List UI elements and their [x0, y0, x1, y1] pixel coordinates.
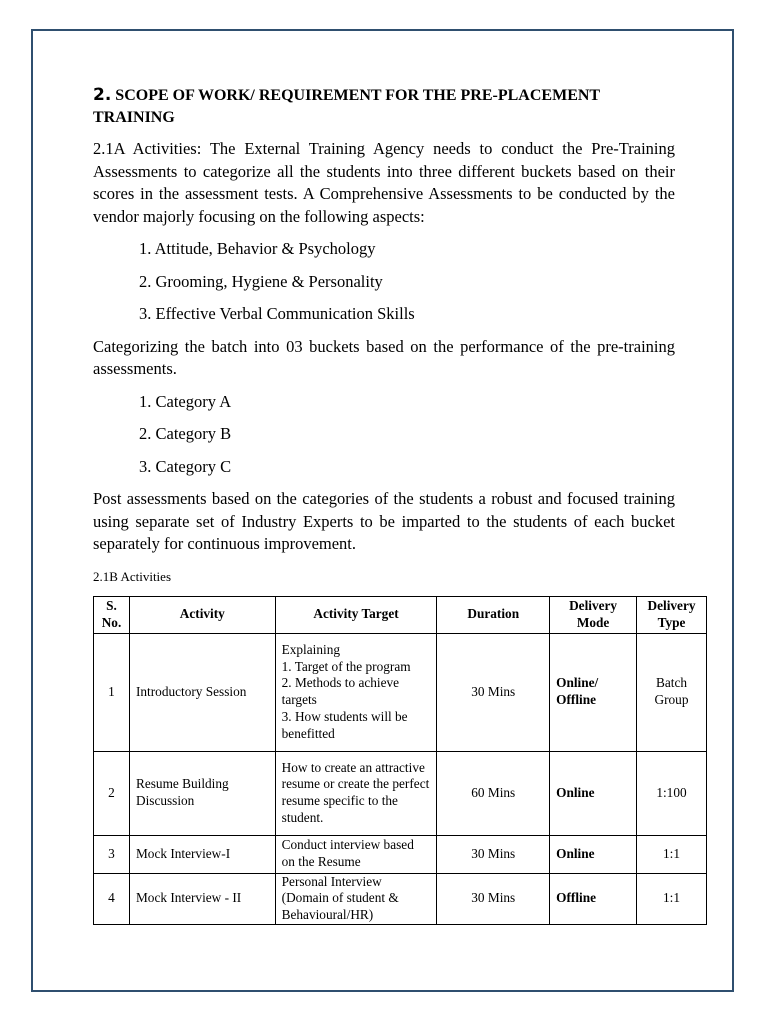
cell-duration: 30 Mins [437, 633, 550, 751]
list-item: 2. Grooming, Hygiene & Personality [139, 271, 383, 291]
cell-activity: Mock Interview - II [129, 873, 275, 924]
cell-mode: Online/ Offline [550, 633, 637, 751]
cell-mode: Online [550, 835, 637, 873]
cell-target: How to create an attractive resume or create the perfect resume specific to the student. [275, 751, 437, 835]
cell-target: Personal Interview (Domain of student & Behavioural/HR) [275, 873, 437, 924]
cell-target: Explaining 1. Target of the program 2. Methods to achieve targets 3. How students will be benefitted [275, 633, 437, 751]
cell-sno: 4 [94, 873, 130, 924]
cell-type: 1:100 [637, 751, 707, 835]
cell-activity: Introductory Session [129, 633, 275, 751]
section-heading [93, 84, 675, 129]
categorizing-paragraph: Categorizing the batch into 03 buckets based on the performance of the pre-training assessments. [93, 336, 675, 379]
cell-duration: 30 Mins [437, 835, 550, 873]
header-delivery-type: Delivery Type [637, 596, 707, 633]
activities-table [93, 596, 707, 925]
header-activity: Activity [129, 596, 275, 633]
table-row [94, 751, 707, 835]
table-header-row [94, 596, 707, 633]
list-item: 1. Attitude, Behavior & Psychology [139, 239, 376, 259]
post-assessment-paragraph: Post assessments based on the categories of the students a robust and focused training using separate set of Industry Experts to be imparted to the students of each bucket separately for continuous improvement. [93, 488, 675, 554]
header-delivery-mode: Delivery Mode [550, 596, 637, 633]
header-activity-target: Activity Target [275, 596, 437, 633]
cell-activity: Resume Building Discussion [129, 751, 275, 835]
cell-duration: 30 Mins [437, 873, 550, 924]
aspects-list [93, 238, 675, 325]
header-duration: Duration [437, 596, 550, 633]
section-title: SCOPE OF WORK/ REQUIREMENT FOR THE PRE-PLACEMENT TRAINING [93, 87, 600, 126]
cell-type: 1:1 [637, 835, 707, 873]
categories-list [93, 391, 675, 478]
list-item: 2. Category B [139, 424, 232, 444]
cell-sno: 1 [94, 633, 130, 751]
document-body [93, 84, 696, 925]
cell-type: 1:1 [637, 873, 707, 924]
cell-activity: Mock Interview-I [129, 835, 275, 873]
list-item: 3. Effective Verbal Communication Skills [139, 304, 415, 324]
intro-paragraph: 2.1A Activities: The External Training Agency needs to conduct the Pre-Training Assessments to categorize all the students into three different buckets based on their scores in the assessment tests. A Comprehensive Assessments to be conducted by the vendor majorly focusing on the following aspects: [93, 139, 675, 226]
section-number: 2. [93, 85, 112, 105]
header-sno: S. No. [94, 596, 130, 633]
cell-sno: 3 [94, 835, 130, 873]
cell-mode: Online [550, 751, 637, 835]
list-item: 1. Category A [139, 391, 232, 411]
cell-sno: 2 [94, 751, 130, 835]
table-row [94, 873, 707, 924]
cell-mode: Offline [550, 873, 637, 924]
list-item: 3. Category C [139, 456, 232, 476]
cell-duration: 60 Mins [437, 751, 550, 835]
cell-target: Conduct interview based on the Resume [275, 835, 437, 873]
table-title: 2.1B Activities [93, 568, 171, 584]
cell-type: Batch Group [637, 633, 707, 751]
table-row [94, 633, 707, 751]
table-row [94, 835, 707, 873]
